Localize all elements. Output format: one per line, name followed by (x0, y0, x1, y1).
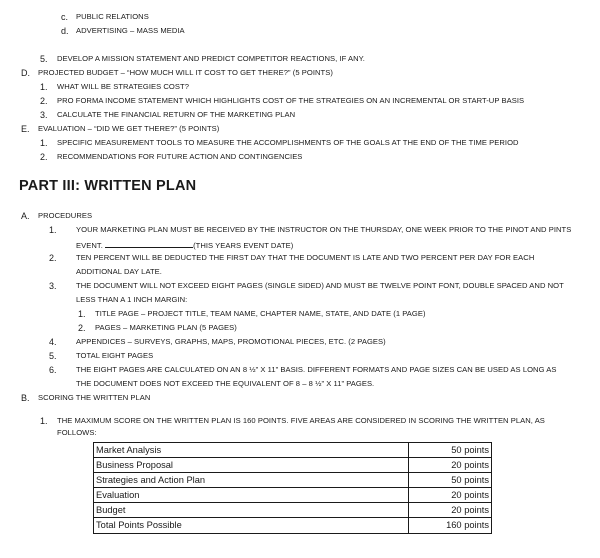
section-marker: A. (21, 211, 30, 221)
procedure-item-1: YOUR MARKETING PLAN MUST BE RECEIVED BY THE INSTRUCTOR ON THE THURSDAY, ONE WEEK PRIOR TO THE PINOT AND PINTS (76, 225, 572, 234)
section-marker: D. (21, 68, 30, 78)
part-title: PART III: WRITTEN PLAN (19, 178, 197, 194)
list-item-mission-statement: DEVELOP A MISSION STATEMENT AND PREDICT COMPETITOR REACTIONS, IF ANY. (57, 54, 365, 63)
list-item: CALCULATE THE FINANCIAL RETURN OF THE MARKETING PLAN (57, 110, 296, 119)
list-marker: 2. (40, 96, 48, 106)
section-heading-projected-budget: PROJECTED BUDGET – “HOW MUCH WILL IT COST TO GET THERE?” (5 POINTS) (38, 68, 333, 77)
section-marker: E. (21, 124, 30, 134)
list-marker: 6. (49, 365, 57, 375)
list-marker: 2. (40, 152, 48, 162)
list-marker: d. (61, 26, 69, 36)
procedure-item-5: TOTAL EIGHT PAGES (76, 351, 154, 360)
procedure-item-3-continued: LESS THAN A 1 INCH MARGIN: (76, 295, 188, 304)
score-points: 20 points (409, 503, 492, 518)
score-points: 20 points (409, 488, 492, 503)
score-points: 50 points (409, 473, 492, 488)
list-item: RECOMMENDATIONS FOR FUTURE ACTION AND CONTINGENCIES (57, 152, 303, 161)
list-marker: 5. (40, 54, 48, 64)
list-marker: 1. (40, 82, 48, 92)
section-heading-evaluation: EVALUATION – “DID WE GET THERE?” (5 POINTS) (38, 124, 220, 133)
list-marker: c. (61, 12, 69, 22)
score-area: Market Analysis (94, 443, 409, 458)
procedure-item-2: TEN PERCENT WILL BE DEDUCTED THE FIRST DAY THAT THE DOCUMENT IS LATE AND TWO PERCENT PER DAY FOR EACH (76, 253, 535, 262)
score-area: Budget (94, 503, 409, 518)
score-area: Total Points Possible (94, 518, 409, 533)
procedure-item-2-continued: ADDITIONAL DAY LATE. (76, 267, 162, 276)
list-item: SPECIFIC MEASUREMENT TOOLS TO MEASURE THE ACCOMPLISHMENTS OF THE GOALS AT THE END OF THE TIME PERIOD (57, 138, 519, 147)
procedure-item-4: APPENDICES – SURVEYS, GRAPHS, MAPS, PROMOTIONAL PIECES, ETC. (2 PAGES) (76, 337, 386, 346)
list-marker: 1. (78, 309, 86, 319)
section-heading-procedures: PROCEDURES (38, 211, 93, 220)
list-marker: 2. (78, 323, 86, 333)
list-marker: 2. (49, 253, 57, 263)
list-marker: 1. (49, 225, 57, 235)
score-area: Business Proposal (94, 458, 409, 473)
list-marker: 1. (40, 416, 48, 426)
list-marker: 1. (40, 138, 48, 148)
table-row (94, 473, 492, 488)
score-area: Evaluation (94, 488, 409, 503)
procedure-subitem-pages: PAGES – MARKETING PLAN (5 PAGES) (95, 323, 237, 332)
table-row (94, 503, 492, 518)
score-area: Strategies and Action Plan (94, 473, 409, 488)
procedure-item-3: THE DOCUMENT WILL NOT EXCEED EIGHT PAGES (SINGLE SIDED) AND MUST BE TWELVE POINT FONT, DOUBLE SPACED AND NOT (76, 281, 564, 290)
list-item: PRO FORMA INCOME STATEMENT WHICH HIGHLIGHTS COST OF THE STRATEGIES ON AN INCREMENTAL OR START-UP BASIS (57, 96, 525, 105)
list-marker: 3. (40, 110, 48, 120)
section-heading-scoring: SCORING THE WRITTEN PLAN (38, 393, 151, 402)
procedure-item-1-continued (76, 239, 293, 251)
table-row (94, 458, 492, 473)
list-item-advertising: ADVERTISING – MASS MEDIA (76, 26, 185, 35)
procedure-subitem-title-page: TITLE PAGE – PROJECT TITLE, TEAM NAME, CHAPTER NAME, STATE, AND DATE (1 PAGE) (95, 309, 426, 318)
section-marker: B. (21, 393, 30, 403)
procedure-item-6-continued: THE DOCUMENT DOES NOT EXCEED THE EQUIVALENT OF 8 – 8 ½” X 11” PAGES. (76, 379, 375, 388)
scoring-item-1: THE MAXIMUM SCORE ON THE WRITTEN PLAN IS 160 POINTS. FIVE AREAS ARE CONSIDERED IN SCORING THE WRITTEN PLAN, AS (57, 416, 545, 425)
list-item: WHAT WILL BE STRATEGIES COST? (57, 82, 189, 91)
table-row (94, 518, 492, 533)
score-points: 20 points (409, 458, 492, 473)
list-item-public-relations: PUBLIC RELATIONS (76, 12, 149, 21)
score-points: 160 points (409, 518, 492, 533)
score-points: 50 points (409, 443, 492, 458)
table-row (94, 443, 492, 458)
procedure-item-1-event: EVENT. (76, 241, 103, 250)
scoring-item-1-continued: FOLLOWS: (57, 428, 97, 437)
list-marker: 5. (49, 351, 57, 361)
score-table (93, 442, 492, 534)
procedure-item-6: THE EIGHT PAGES ARE CALCULATED ON AN 8 ½” X 11” BASIS. DIFFERENT FORMATS AND PAGE SIZES CAN BE USED AS LONG AS (76, 365, 557, 374)
list-marker: 3. (49, 281, 57, 291)
event-date-blank[interactable] (105, 239, 193, 248)
event-date-hint: (THIS YEARS EVENT DATE) (193, 241, 294, 250)
table-row (94, 488, 492, 503)
list-marker: 4. (49, 337, 57, 347)
